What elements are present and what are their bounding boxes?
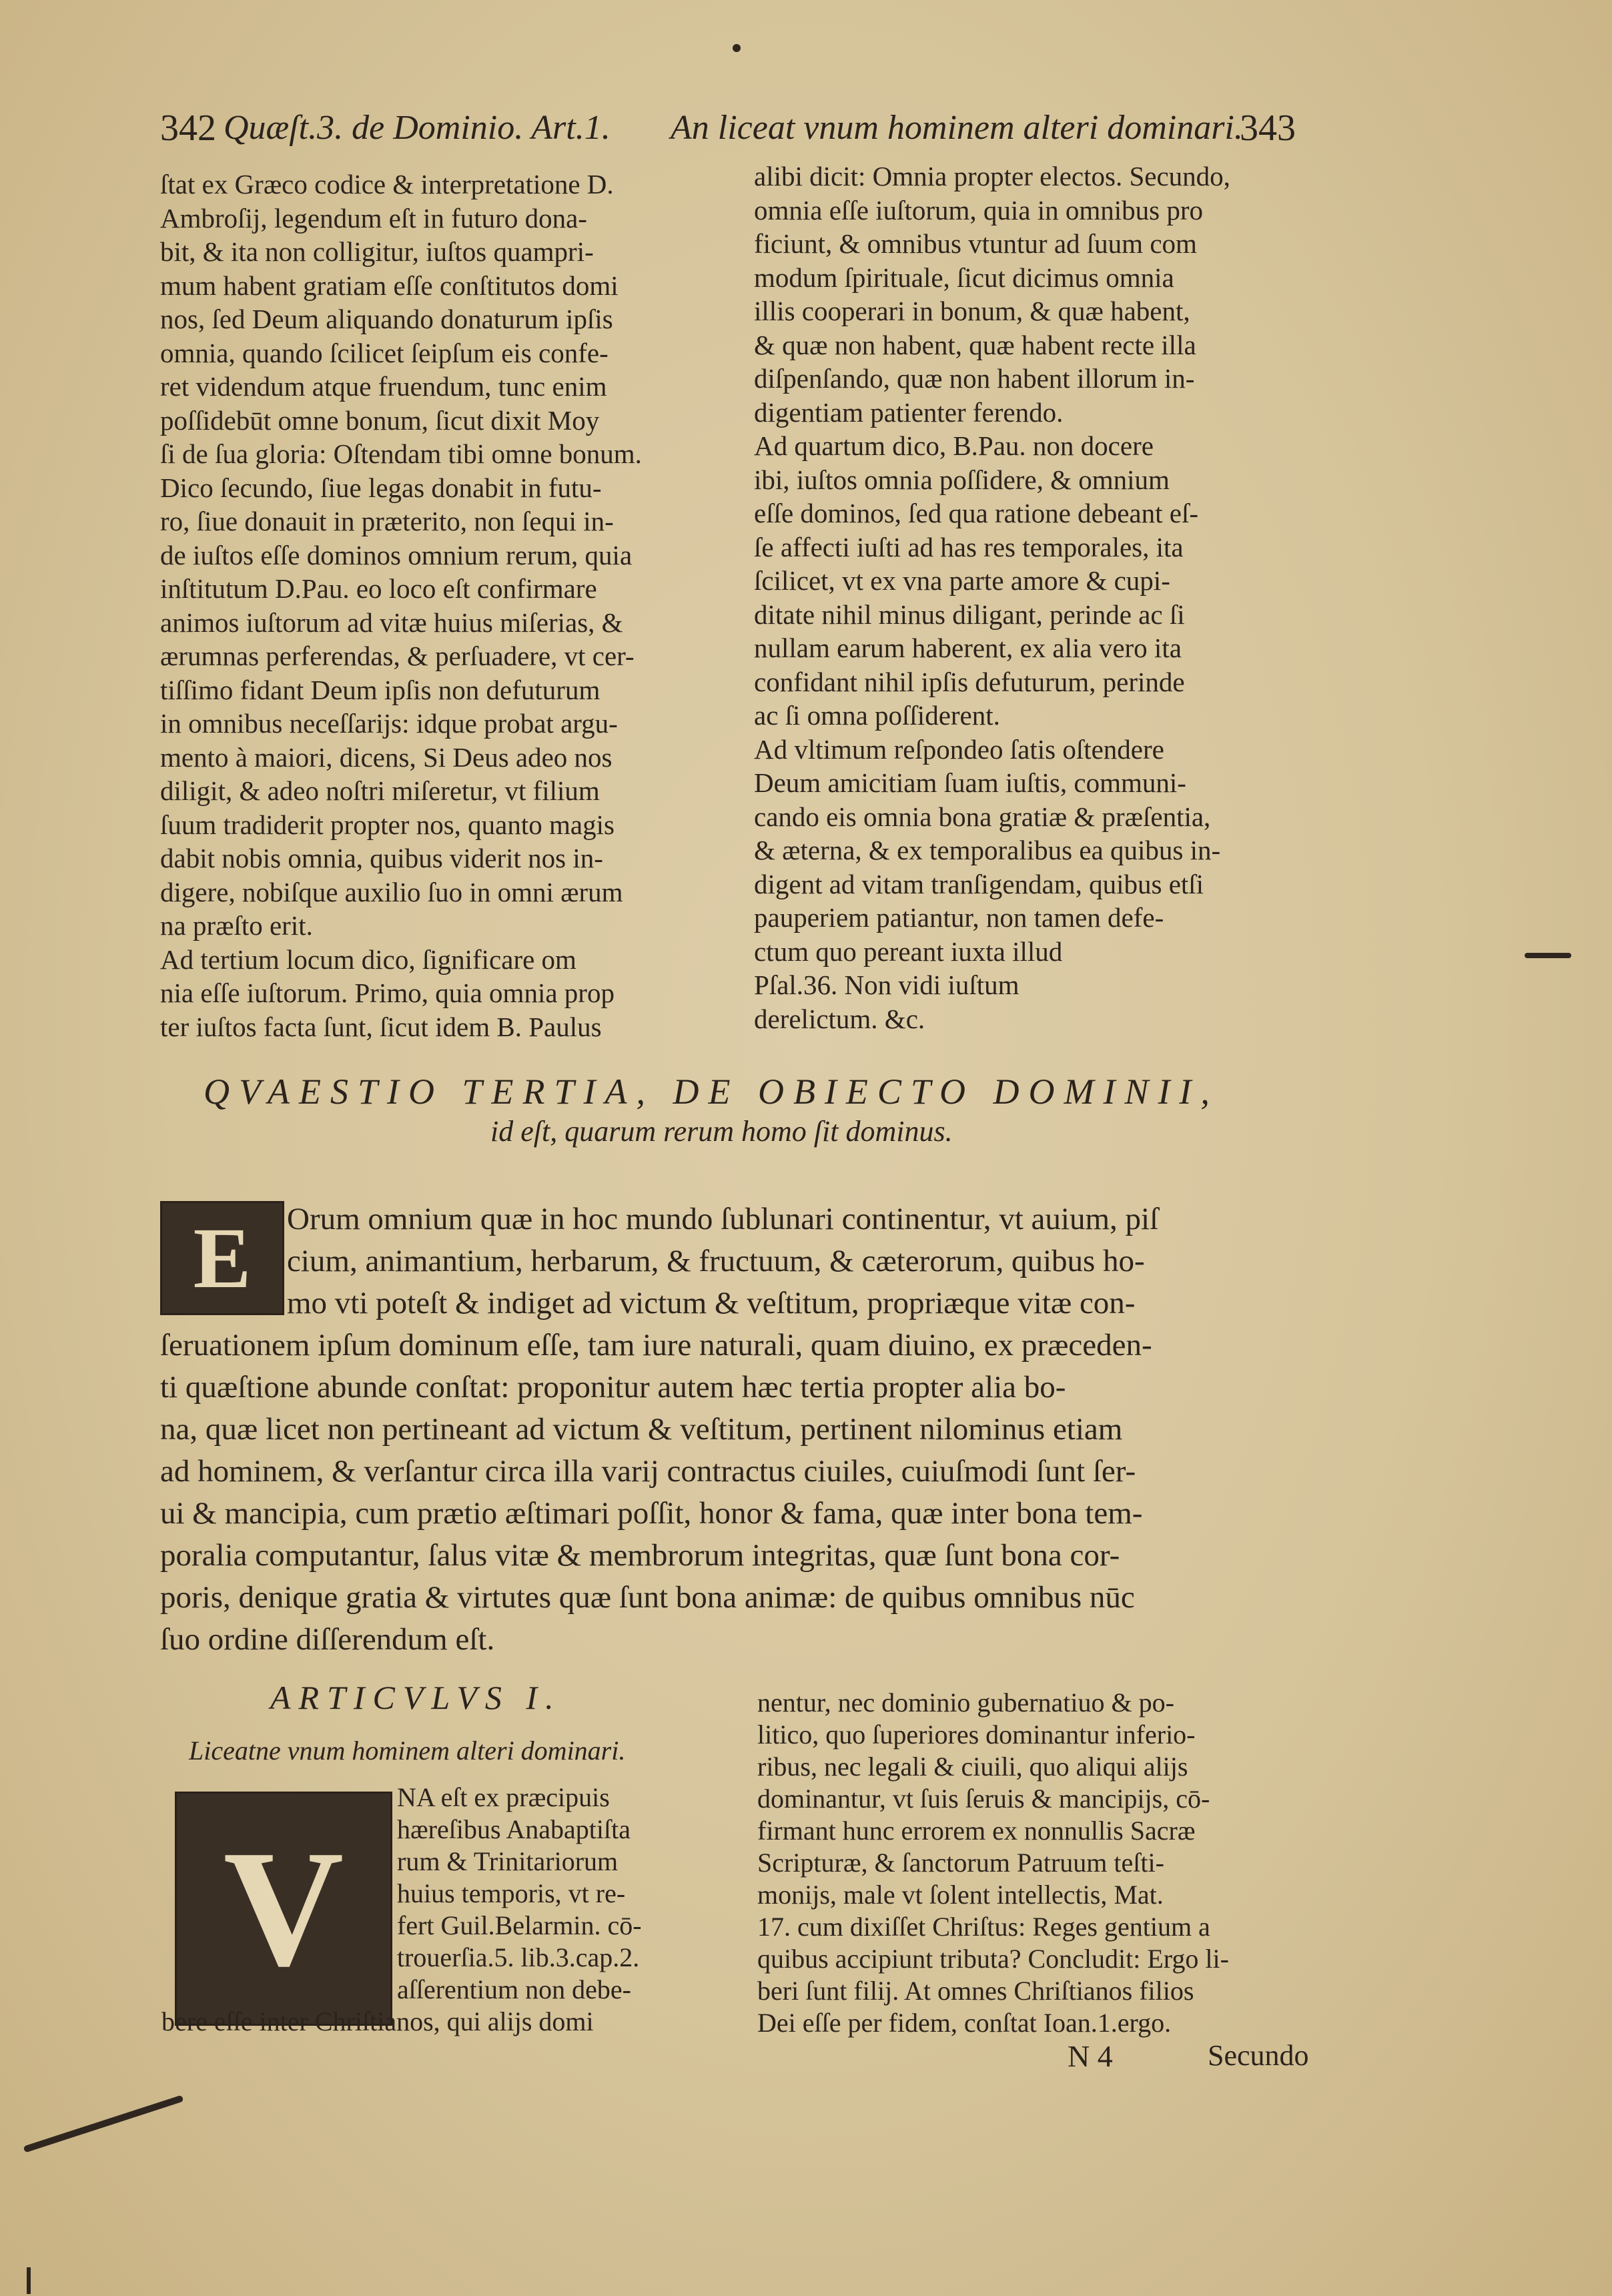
- article-heading: ARTICVLVS I.: [270, 1679, 562, 1716]
- right-column-line: derelictum. &c.: [754, 1003, 925, 1034]
- article-left-line: hæreſibus Anabaptiſta: [397, 1814, 631, 1844]
- article-left-line: fert Guil.Belarmin. cō-: [397, 1910, 642, 1940]
- right-column-line: ac ſi omna poſſiderent.: [754, 700, 1000, 731]
- left-column-line: in omnibus neceſſarijs: idque probat argu-: [160, 708, 618, 739]
- article-right-line: firmant hunc errorem ex nonnullis Sacræ: [757, 1816, 1196, 1846]
- left-column-line: na præſto erit.: [160, 910, 313, 941]
- left-column-line: dabit nobis omnia, quibus viderit nos in-: [160, 843, 603, 873]
- right-column-line: ſe affecti iuſti ad has res temporales, ita: [754, 531, 1184, 562]
- right-column-line: ficiunt, & omnibus vtuntur ad ſuum com: [754, 228, 1197, 259]
- article-left-line: aſſerentium non debe-: [397, 1974, 631, 2004]
- article-right-line: ribus, nec legali & ciuili, quo aliqui alijs: [757, 1752, 1188, 1782]
- right-column-line: pauperiem patiantur, non tamen defe-: [754, 902, 1164, 933]
- left-column-line: animos iuſtorum ad vitæ huius miſerias, &: [160, 607, 623, 638]
- article-right-line: dominantur, vt ſuis ſeruis & mancipijs, cō-: [757, 1784, 1210, 1814]
- right-column-line: omnia eſſe iuſtorum, quia in omnibus pro: [754, 194, 1203, 226]
- right-column-line: Pſal.36. Non vidi iuſtum: [754, 970, 1020, 1000]
- right-column-line: modum ſpirituale, ſicut dicimus omnia: [754, 262, 1174, 293]
- right-column-line: ibi, iuſtos omnia poſſidere, & omnium: [754, 464, 1170, 495]
- article-right-line: monijs, male vt ſolent intellectis, Mat.: [757, 1880, 1164, 1910]
- left-column-line: inſtitutum D.Pau. eo loco eſt confirmare: [160, 573, 597, 604]
- intro-line: na, quæ licet non pertineant ad victum & veſtitum, pertinent nilominus etiam: [160, 1412, 1123, 1447]
- intro-line: poralia computantur, ſalus vitæ & membrorum integritas, quæ ſunt bona cor-: [160, 1538, 1120, 1573]
- right-column-line: Deum amicitiam ſuam iuſtis, communi-: [754, 767, 1186, 798]
- right-column-line: diſpenſando, quæ non habent illorum in-: [754, 363, 1195, 394]
- right-column-line: digentiam patienter ferendo.: [754, 396, 1064, 428]
- drop-cap-e: E: [160, 1201, 284, 1315]
- article-right-line: Scripturæ, & ſanctorum Patruum teſti-: [757, 1848, 1164, 1878]
- ink-dot: [733, 44, 741, 52]
- left-column-line: ſi de ſua gloria: Oſtendam tibi omne bonum.: [160, 438, 642, 469]
- left-column-line: digere, nobiſque auxilio ſuo in omni ærum: [160, 876, 623, 907]
- left-column-line: mum habent gratiam eſſe conſtitutos domi: [160, 270, 619, 301]
- article-right-line: quibus accipiunt tributa? Concludit: Ergo li-: [757, 1944, 1229, 1974]
- left-running-head: Quæſt.3. de Dominio. Art.1.: [224, 109, 611, 147]
- right-column-line: & æterna, & ex temporalibus ea quibus in-: [754, 835, 1221, 865]
- drop-cap-v: V: [175, 1792, 392, 2026]
- left-column-line: ærumnas perferendas, & perſuadere, vt cer-: [160, 641, 635, 671]
- article-left-line: rum & Trinitariorum: [397, 1846, 619, 1876]
- left-page-number: 342: [160, 107, 216, 149]
- intro-line: ui & mancipia, cum prætio æſtimari poſſit, honor & fama, quæ inter bona tem-: [160, 1496, 1143, 1531]
- question-heading: QVAESTIO TERTIA, DE OBIECTO DOMINII,: [204, 1072, 1219, 1112]
- left-column-line: omnia, quando ſcilicet ſeipſum eis confe-: [160, 337, 609, 368]
- right-column-line: digent ad vitam tranſigendam, quibus etſi: [754, 868, 1204, 899]
- left-column-line: mento à maiori, dicens, Si Deus adeo nos: [160, 741, 613, 773]
- article-left-line: NA eſt ex præcipuis: [397, 1782, 610, 1812]
- intro-line: Orum omnium quæ in hoc mundo ſublunari continentur, vt auium, piſ: [287, 1202, 1159, 1236]
- intro-line: poris, denique gratia & virtutes quæ ſunt bona animæ: de quibus omnibus nūc: [160, 1580, 1135, 1615]
- right-column-line: ditate nihil minus diligant, perinde ac ſi: [754, 599, 1185, 630]
- article-right-line: Dei eſſe per fidem, conſtat Ioan.1.ergo.: [757, 2008, 1172, 2038]
- left-column-line: de iuſtos eſſe dominos omnium rerum, quia: [160, 539, 633, 570]
- intro-line: cium, animantium, herbarum, & fructuum, & cæterorum, quibus ho-: [287, 1244, 1145, 1278]
- left-column-line: poſſidebūt omne bonum, ſicut dixit Moy: [160, 404, 600, 436]
- article-right-line: 17. cum dixiſſet Chriſtus: Reges gentium a: [757, 1912, 1210, 1942]
- article-left-line: trouerſia.5. lib.3.cap.2.: [397, 1942, 640, 1972]
- article-right-line: beri ſunt filij. At omnes Chriſtianos filios: [757, 1976, 1194, 2006]
- article-right-line: nentur, nec dominio gubernatiuo & po-: [757, 1687, 1174, 1717]
- signature-mark: N 4: [1068, 2039, 1113, 2073]
- left-column-line: ter iuſtos facta ſunt, ſicut idem B. Paulus: [160, 1011, 602, 1042]
- left-column-line: Dico ſecundo, ſiue legas donabit in futu-: [160, 472, 602, 503]
- article-right-line: litico, quo ſuperiores dominantur inferio-: [757, 1719, 1196, 1750]
- right-column-line: eſſe dominos, ſed qua ratione debeant eſ-: [754, 498, 1199, 528]
- left-column-line: nos, ſed Deum aliquando donaturum ipſis: [160, 304, 613, 334]
- right-column-line: illis cooperari in bonum, & quæ habent,: [754, 296, 1190, 326]
- intro-line: ſeruationem ipſum dominum eſſe, tam iure naturali, quam diuino, ex præceden-: [160, 1328, 1152, 1363]
- left-column-line: ſtat ex Græco codice & interpretatione D.: [160, 169, 614, 200]
- right-page-number: 343: [1240, 107, 1296, 149]
- left-column-line: bit, & ita non colligitur, iuſtos quampri-: [160, 236, 594, 267]
- question-subtitle: id eſt, quarum rerum homo ſit dominus.: [490, 1115, 953, 1148]
- left-column-line: diligit, & adeo noſtri miſeretur, vt filium: [160, 775, 600, 806]
- article-left-line: bere eſſe inter Chriſtianos, qui alijs domi: [161, 2006, 594, 2036]
- right-column-line: alibi dicit: Omnia propter electos. Secundo,: [754, 161, 1230, 192]
- left-column-line: tiſſimo fidant Deum ipſis non defuturum: [160, 674, 600, 705]
- article-question: Liceatne vnum hominem alteri dominari.: [189, 1736, 626, 1766]
- intro-line: ad hominem, & verſantur circa illa varij contractus ciuiles, cuiuſmodi ſunt ſer-: [160, 1454, 1136, 1489]
- article-left-line: huius temporis, vt re-: [397, 1878, 626, 1908]
- catchword: Secundo: [1208, 2039, 1309, 2072]
- right-column-line: cando eis omnia bona gratiæ & præſentia,: [754, 801, 1211, 832]
- left-column-line: Ad tertium locum dico, ſignificare om: [160, 943, 576, 975]
- intro-line: ti quæſtione abunde conſtat: proponitur autem hæc tertia propter alia bo-: [160, 1370, 1066, 1405]
- left-column-line: ro, ſiue donauit in præterito, non ſequi in-: [160, 506, 614, 536]
- right-column-line: & quæ non habent, quæ habent recte illa: [754, 329, 1196, 360]
- right-column-line: ſcilicet, vt ex vna parte amore & cupi-: [754, 565, 1170, 596]
- page-tear: [23, 2095, 184, 2153]
- left-column-line: ret videndum atque fruendum, tunc enim: [160, 371, 607, 402]
- intro-line: mo vti poteſt & indiget ad victum & veſtitum, propriæque vitæ con-: [287, 1286, 1136, 1320]
- left-column-line: ſuum tradiderit propter nos, quanto magis: [160, 809, 615, 840]
- right-column-line: ctum quo pereant iuxta illud: [754, 935, 1063, 967]
- left-column-line: Ambroſij, legendum eſt in futuro dona-: [160, 202, 587, 234]
- left-column-line: nia eſſe iuſtorum. Primo, quia omnia prop: [160, 978, 615, 1008]
- edge-mark: [27, 2267, 31, 2294]
- right-column-line: confidant nihil ipſis defuturum, perinde: [754, 666, 1185, 697]
- ink-mark: [1525, 953, 1571, 958]
- right-running-head: An liceat vnum hominem alteri dominari.: [671, 109, 1243, 147]
- right-column-line: Ad vltimum reſpondeo ſatis oſtendere: [754, 733, 1164, 765]
- intro-line: ſuo ordine diſſerendum eſt.: [160, 1622, 495, 1657]
- right-column-line: Ad quartum dico, B.Pau. non docere: [754, 430, 1154, 461]
- right-column-line: nullam earum haberent, ex alia vero ita: [754, 633, 1182, 663]
